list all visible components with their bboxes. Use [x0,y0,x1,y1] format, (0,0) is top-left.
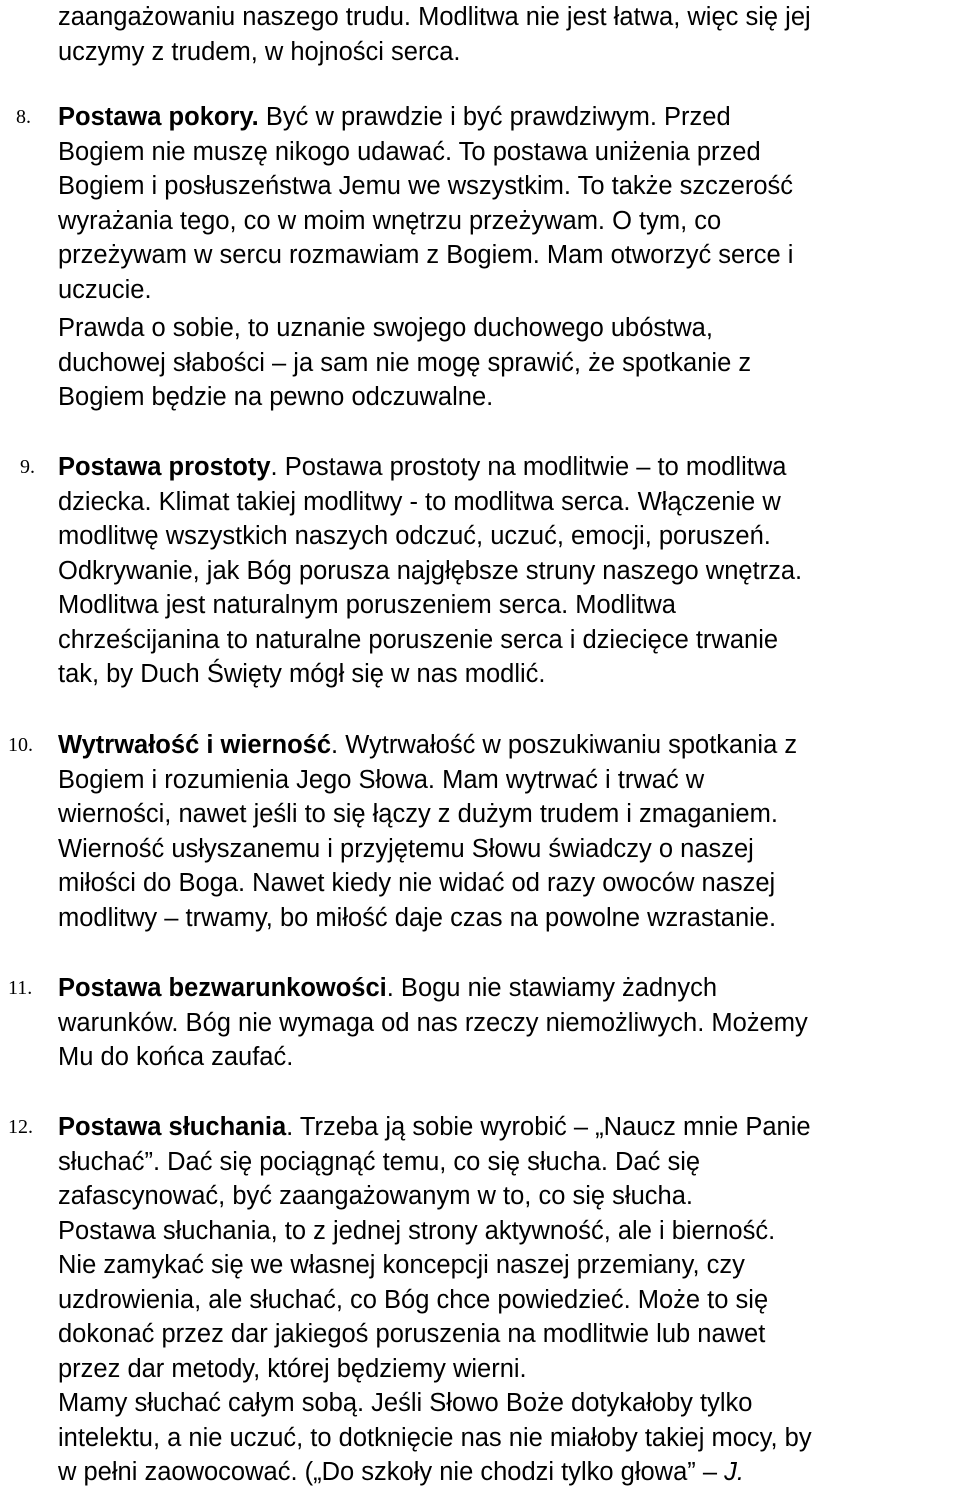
item-first-line-text: . Wytrwałość w poszukiwaniu spotkania z [331,731,798,759]
item-first-line-text: . Postawa prostoty na modlitwie – to modlitwa [270,453,787,481]
item-line: dziecka. Klimat takiej modlitwy - to modlitwa serca. Włączenie w [58,487,781,516]
item-line: Wierność usłyszanemu i przyjętemu Słowu świadczy o naszej [58,834,754,863]
item-line: intelektu, a nie uczuć, to dotknięcie nas nie miałoby takiej mocy, by [58,1423,812,1452]
item-line: Modlitwa jest naturalnym poruszeniem serca. Modlitwa [58,591,676,619]
item-line: wyrażania tego, co w moim wnętrzu przeżywam. O tym, co [58,206,722,235]
item-line: miłości do Boga. Nawet kiedy nie widać od razy owoców naszej [58,869,776,897]
item-first-line [58,100,731,135]
item-line: Mu do końca zaufać. [58,1043,294,1071]
item-line: Bogiem nie muszę nikogo udawać. To postawa uniżenia przed [58,137,761,166]
item-line: dokonać przez dar jakiegoś poruszenia na modlitwie lub nawet [58,1320,766,1348]
item-line: wierności, nawet jeśli to się łączy z dużym trudem i zmaganiem. [58,800,778,828]
item-line: warunków. Bóg nie wymaga od nas rzeczy niemożliwych. Możemy [58,1008,808,1037]
item-last-line-text: w pełni zaowocować. („Do szkoły nie chodzi tylko głowa” – [58,1458,725,1486]
item-first-line [58,1110,811,1145]
item-first-line [58,450,786,485]
item-line: Mamy słuchać całym sobą. Jeśli Słowo Boże dotykałoby tylko [58,1389,753,1417]
item-title: Postawa prostoty [58,453,271,481]
item-number: 9. [20,456,35,478]
item-first-line [58,971,717,1006]
item-line: tak, by Duch Święty mógł się w nas modlić. [58,660,546,688]
item-line: modlitwy – trwamy, bo miłość daje czas na powolne wzrastanie. [58,903,777,932]
item-line: chrześcijanina to naturalne poruszenie serca i dziecięce trwanie [58,625,779,654]
intro-line: uczymy z trudem, w hojności serca. [58,37,461,66]
item-line: Nie zamykać się we własnej koncepcji naszej przemiany, czy [58,1251,745,1279]
item-first-line-text: . Trzeba ją sobie wyrobić – „Naucz mnie Panie [286,1113,811,1141]
item-line: zafascynować, być zaangażowanym w to, co się słucha. [58,1182,693,1210]
item-line: duchowej słabości – ja sam nie mogę sprawić, że spotkanie z [58,348,752,377]
item-title: Postawa bezwarunkowości [58,974,387,1002]
item-line: uzdrowienia, ale słuchać, co Bóg chce powiedzieć. Może to się [58,1285,769,1314]
item-title: Postawa pokory. [58,103,259,131]
item-line: Bogiem i rozumienia Jego Słowa. Mam wytrwać i trwać w [58,765,705,794]
item-title: Wytrwałość i wierność [58,731,332,759]
item-last-line-italic: J. [724,1458,744,1486]
item-number: 10. [8,734,33,756]
item-line: modlitwę wszystkich naszych odczuć, uczuć, emocji, poruszeń. [58,522,771,550]
item-line: Bogiem i posłuszeństwa Jemu we wszystkim. To także szczerość [58,172,794,200]
item-number: 11. [8,977,33,999]
item-line: przeżywam w sercu rozmawiam z Bogiem. Mam otworzyć serce i [58,241,794,269]
item-last-line [58,1455,744,1490]
item-line: Bogiem będzie na pewno odczuwalne. [58,383,494,411]
item-first-line-text: . Bogu nie stawiamy żadnych [386,974,718,1002]
item-line: uczucie. [58,275,152,304]
item-first-line-text: Być w prawdzie i być prawdziwym. Przed [258,103,731,131]
item-first-line [58,728,797,763]
item-line: przez dar metody, której będziemy wierni. [58,1354,527,1383]
item-line: Odkrywanie, jak Bóg porusza najgłębsze struny naszego wnętrza. [58,556,803,585]
intro-line: zaangażowaniu naszego trudu. Modlitwa nie jest łatwa, więc się jej [58,3,811,31]
item-line: Prawda o sobie, to uznanie swojego duchowego ubóstwa, [58,314,713,342]
item-title: Postawa słuchania [58,1113,287,1141]
item-line: Postawa słuchania, to z jednej strony aktywność, ale i bierność. [58,1216,776,1245]
item-line: słuchać”. Dać się pociągnąć temu, co się słucha. Dać się [58,1147,701,1176]
item-number: 12. [8,1116,33,1138]
item-number: 8. [16,106,31,128]
